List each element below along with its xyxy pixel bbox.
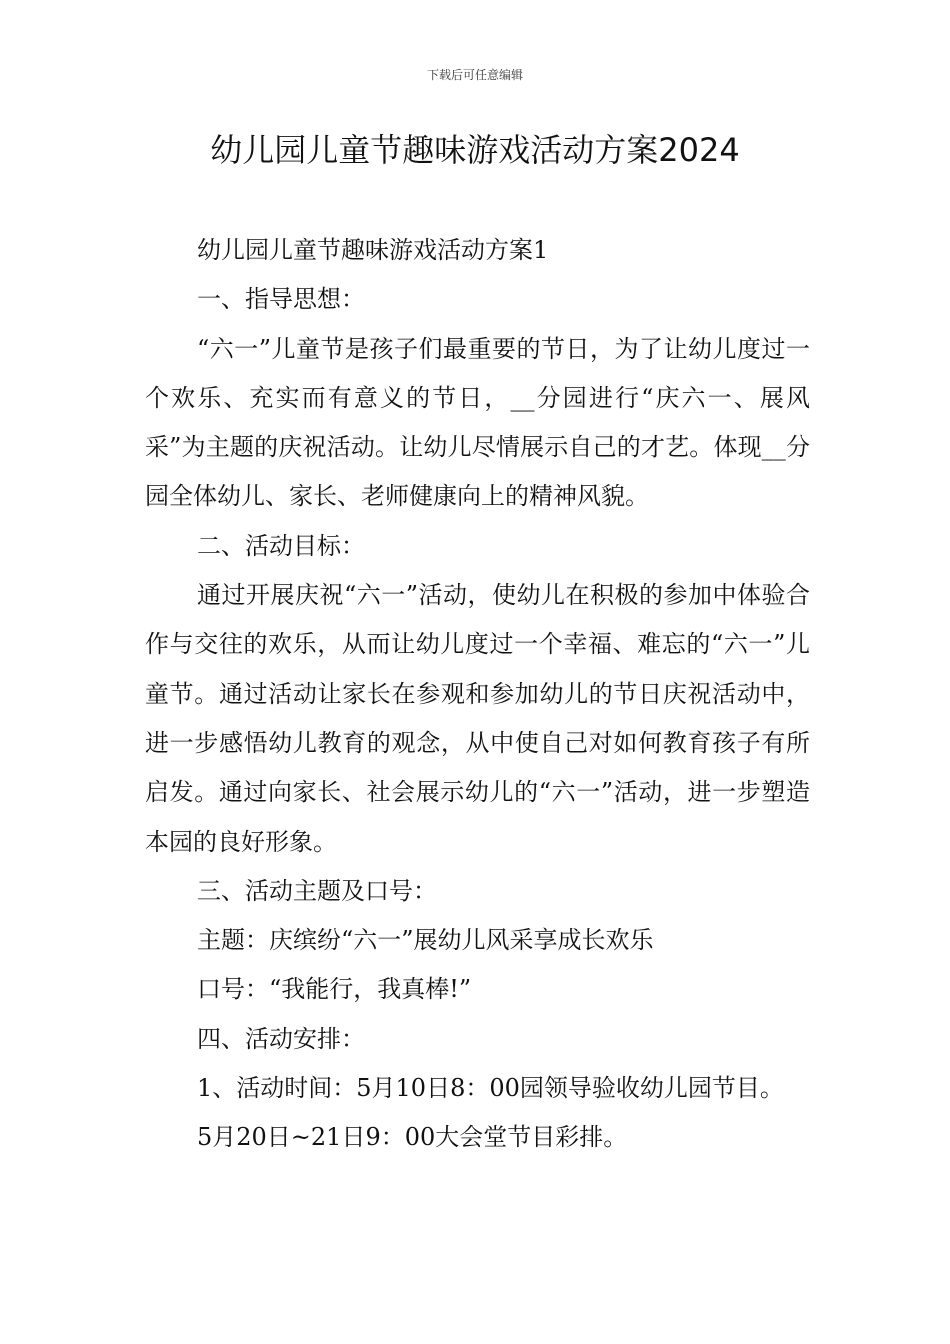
paragraph-slogan: 口号：“我能行，我真棒!”	[197, 975, 472, 1004]
paragraph-subtitle: 幼儿园儿童节趣味游戏活动方案1	[197, 236, 549, 264]
paragraph-schedule-1: 1、活动时间：5月10日8：00园领导验收幼儿园节目。	[197, 1074, 784, 1103]
document-body	[145, 226, 810, 1163]
paragraph-guiding-thought: “六一”儿童节是孩子们最重要的节日，为了让幼儿度过一个欢乐、充实而有意义的节日，__分园进行“庆六一、展风采”为主题的庆祝活动。让幼儿尽情展示自己的才艺。体现__分园全体幼儿、家长、老师健康向上的精神风貌。	[145, 334, 810, 511]
paragraph-schedule-2: 5月20日~21日9：00大会堂节目彩排。	[197, 1123, 628, 1152]
document-title: 幼儿园儿童节趣味游戏活动方案2024	[210, 131, 740, 169]
header-note: 下载后可任意编辑	[426, 68, 523, 82]
paragraph-theme: 主题：庆缤纷“六一”展幼儿风采享成长欢乐	[197, 926, 654, 955]
paragraph-heading-goals: 二、活动目标：	[197, 531, 365, 560]
paragraph-heading-schedule: 四、活动安排：	[197, 1024, 365, 1053]
paragraph-heading-guiding-thought: 一、指导思想：	[197, 285, 365, 314]
paragraph-goals: 通过开展庆祝“六一”活动，使幼儿在积极的参加中体验合作与交往的欢乐，从而让幼儿度过一个幸福、难忘的“六一”儿童节。通过活动让家长在参观和参加幼儿的节日庆祝活动中，进一步感悟幼儿教育的观念，从中使自己对如何教育孩子有所启发。通过向家长、社会展示幼儿的“六一”活动，进一步塑造本园的良好形象。	[145, 581, 810, 856]
paragraph-heading-theme: 三、活动主题及口号：	[197, 876, 437, 905]
